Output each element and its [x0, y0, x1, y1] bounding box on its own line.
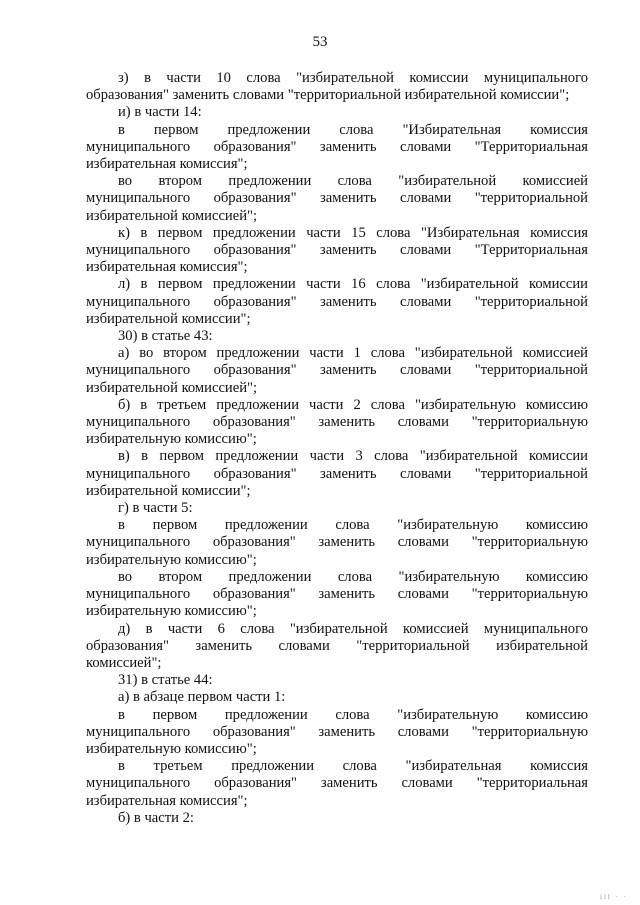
page-number: 53: [312, 34, 328, 50]
text-line: комиссией";: [86, 654, 162, 671]
text-line: муниципального образования" заменить словами "Территориальная: [86, 138, 588, 155]
text-line: избирательной комиссии";: [86, 310, 251, 327]
text-line: избирательную комиссию";: [86, 431, 257, 448]
text-line: г) в части 5:: [118, 500, 193, 517]
text-line: з) в части 10 слова "избирательной комиссии муниципального: [118, 70, 588, 86]
text-line: избирательной комиссией";: [86, 379, 258, 396]
text-line: избирательную комиссию";: [86, 551, 257, 568]
text-line: в первом предложении слова "избирательную комиссию: [118, 706, 588, 723]
text-line: муниципального образования" заменить словами "территориальной: [86, 190, 588, 207]
text-line: к) в первом предложении части 15 слова "Избирательная комиссия: [118, 224, 588, 241]
text-line: избирательная комиссия";: [86, 792, 248, 809]
text-line: л) в первом предложении части 16 слова "избирательной комиссии: [118, 276, 588, 293]
text-line: в первом предложении слова "избирательную комиссию: [118, 517, 588, 534]
text-line: муниципального образования" заменить словами "территориальную: [86, 586, 588, 603]
text-line: муниципального образования" заменить словами "территориальной: [86, 465, 588, 482]
text-line: во втором предложении слова "избирательную комиссию: [118, 568, 588, 585]
text-line: 31) в статье 44:: [118, 672, 213, 689]
text-line: б) в третьем предложении части 2 слова "избирательную комиссию: [118, 396, 588, 413]
text-line: 30) в статье 43:: [118, 328, 213, 345]
text-line: муниципального образования" заменить словами "территориальную: [86, 534, 588, 551]
text-line: во втором предложении слова "избирательной комиссией: [118, 173, 588, 190]
text-line: б) в части 2:: [118, 809, 194, 826]
text-line: избирательная комиссия";: [86, 156, 248, 173]
text-line: муниципального образования" заменить словами "территориальной: [86, 362, 588, 379]
text-line: муниципального образования" заменить словами "территориальную: [86, 723, 588, 740]
text-line: а) в абзаце первом части 1:: [118, 689, 286, 706]
text-line: избирательную комиссию";: [86, 603, 257, 620]
text-line: образования" заменить словами "территориальной избирательной: [86, 637, 588, 654]
text-line: образования" заменить словами "территориальной избирательной комиссии";: [86, 87, 570, 104]
text-line: в первом предложении слова "Избирательная комиссия: [118, 121, 588, 138]
text-line: избирательную комиссию";: [86, 740, 257, 757]
text-line: муниципального образования" заменить словами "территориальную: [86, 414, 588, 431]
text-line: муниципального образования" заменить словами "Территориальная: [86, 242, 588, 259]
text-line: муниципального образования" заменить словами "территориальная: [86, 775, 588, 792]
text-line: и) в части 14:: [118, 104, 202, 121]
text-line: д) в части 6 слова "избирательной комиссией муниципального: [118, 620, 588, 637]
scan-footer-mark: ill · ·: [600, 893, 628, 901]
text-line: избирательной комиссией";: [86, 207, 258, 224]
text-line: в) в первом предложении части 3 слова "избирательной комиссии: [118, 448, 588, 465]
text-line: избирательная комиссия";: [86, 259, 248, 276]
text-line: муниципального образования" заменить словами "территориальной: [86, 293, 588, 310]
text-line: в третьем предложении слова "избирательная комиссия: [118, 758, 588, 775]
document-body: [86, 70, 588, 827]
text-line: избирательной комиссии";: [86, 482, 251, 499]
text-line: а) во втором предложении части 1 слова "избирательной комиссией: [118, 345, 588, 362]
